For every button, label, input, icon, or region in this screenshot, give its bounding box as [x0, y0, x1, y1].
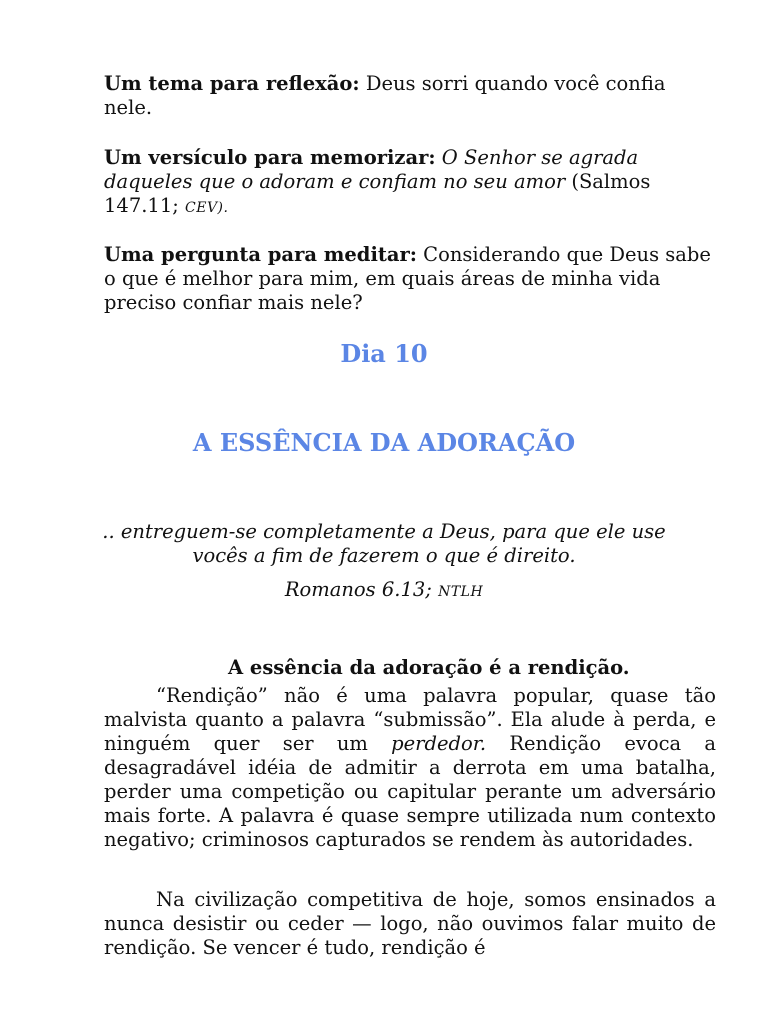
chapter-title: A ESSÊNCIA DA ADORAÇÃO [192, 428, 576, 457]
paragraph-1 [104, 684, 716, 852]
paragraph-2: Na civilização competitiva de hoje, somos ensinados a nunca desistir ou ceder — logo, não ouvimos falar muito de rendição. Se vencer é tudo, rendição é [104, 888, 716, 959]
verse-label: Um versículo para memorizar: [104, 146, 436, 169]
reflection-theme [104, 72, 716, 120]
verse-text: O Senhor se agrada daqueles que o adoram e confiam no seu amor [104, 146, 639, 193]
paragraph-1-italic: perdedor. [391, 732, 487, 755]
epigraph-version: NTLH [438, 584, 484, 600]
paragraph-1-part-b: Rendição evoca a desagradável idéia de admitir a derrota em uma batalha, perder uma competição ou capitular perante um adversário mais forte. A palavra é quase sempre utilizada num contexto negativo; criminosos capturados se rendem às autoridades. [104, 732, 717, 851]
paragraph-1-part-a: “Rendição” não é uma palavra popular, quase tão malvista quanto a palavra “submissão”. Ela alude à perda, e ninguém quer ser um [104, 684, 716, 755]
reflection-question [104, 243, 716, 315]
question-text: Considerando que Deus sabe o que é melhor para mim, em quais áreas de minha vida preciso confiar mais nele? [104, 243, 711, 314]
epigraph-reference-line [80, 578, 688, 604]
theme-label: Um tema para reflexão: [104, 72, 360, 95]
theme-text: Deus sorri quando você confia nele. [104, 72, 666, 119]
epigraph [80, 520, 688, 604]
verse-reference: (Salmos 147.11; [104, 170, 651, 217]
verse-version: CEV). [185, 200, 229, 216]
question-label: Uma pergunta para meditar: [104, 243, 417, 266]
epigraph-reference: Romanos 6.13; [284, 578, 432, 601]
reflection-verse [104, 146, 716, 220]
day-heading: Dia 10 [340, 339, 428, 368]
epigraph-line-1: .. entreguem-se completamente a Deus, para que ele use [102, 520, 666, 543]
epigraph-line-2: vocês a fim de fazerem o que é direito. [192, 544, 576, 567]
section-subheading: A essência da adoração é a rendição. [228, 656, 630, 679]
